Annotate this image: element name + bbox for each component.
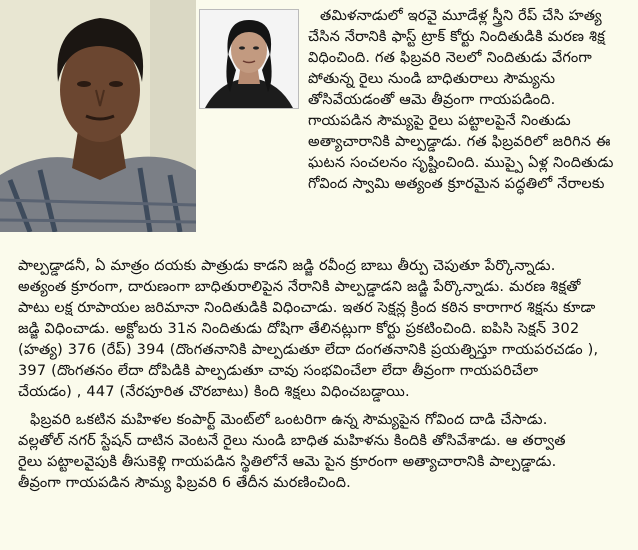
article-line: (హత్య) 376 (రేప్) 394 (దొంగతనానికి పాల్పడుతూ లేదా దంగతనానికి ప్రయత్నిస్తూ గాయపరచడం ), <box>18 342 599 358</box>
article-line: చేసిన నేరానికి ఫాస్ట్ ట్రాక్ కోర్టు నిందితుడికి మరణ శిక్ష <box>308 29 605 45</box>
article-line: ఫిబ్రవరి ఒకటిన మహిళల కంపార్ట్ మెంట్‌లో ఒంటరిగా ఉన్న సౌమ్యపైన గోవింద దాడి చేసాడు. <box>30 412 548 428</box>
victim-photo <box>199 9 299 109</box>
accused-photo <box>0 0 196 232</box>
article-line: పాటు లక్ష రూపాయల జరిమానా నిందితుడికి విధించాడు. ఇతర సెక్షన్ల క్రింద కఠిన కారాగార శిక్షను కూడా <box>18 300 596 316</box>
article-line: పోతున్న రైలు నుండి బాధితురాలు సౌమ్యను <box>308 71 556 87</box>
article-line: పాల్పడ్డాడనీ, ఏ మాత్రం దయకు పాత్రుడు కాడని జడ్జి రవీంద్ర బాబు తీర్పు చెపుతూ పేర్కొన్నాడు. <box>18 258 556 274</box>
article-line: తమిళనాడులో ఇరవై మూడేళ్ల స్త్రీని రేప్ చేసి హత్య <box>320 8 602 24</box>
article-body <box>18 256 634 403</box>
article-paragraph-2 <box>18 410 634 494</box>
article-line: వల్లతోల్ నగర్ స్టేషన్ దాటిన వెంటనే రైలు నుండి బాధిత మహిళను కిందికి తోసివేశాడు. ఆ తర్వాత <box>18 433 566 449</box>
article-line: ఘటన సంచలనం సృష్టించింది. ముప్పై ఏళ్ల నిందితుడు <box>308 155 614 171</box>
article-line: అత్యాచారానికి పాల్పడ్డాడు. గత ఫిబ్రవరిలో జరిగిన ఈ <box>308 134 611 150</box>
article-line: 397 (దొంగతనం లేదా దోపిడికి పాల్పడుతూ చావు సంభవించేలా లేదా తీవ్రంగా గాయపరిచేలా <box>18 363 539 379</box>
article-line: గాయపడిన సౌమ్యపై రైలు పట్టాలపైనే నింతుడు <box>308 113 571 129</box>
article-line: రైలు పట్టాలవైపుకి తీసుకెళ్లి గాయపడిన స్థితిలోనే ఆమె పైన క్రూరంగా అత్యాచారానికి పాల్పడ్డాడు. <box>18 454 557 470</box>
article-column-top <box>308 6 634 195</box>
article-line: తోసివేయడంతో ఆమె తీవ్రంగా గాయపడింది. <box>308 92 556 108</box>
article-line: జడ్జి విధించాడు. అక్టోబరు 31న నిందితుడు దోషిగా తేలినట్లుగా కోర్టు ప్రకటించింది. ఐపిసి సెక్షన్ 302 <box>18 321 580 337</box>
article-line: చేయడం) , 447 (నేరపూరిత చొరబాటు) కింది శిక్షలు విధించబడ్డాయి. <box>18 384 410 400</box>
article-line: తీవ్రంగా గాయపడిన సౌమ్య ఫిబ్రవరి 6 తేదీన మరణించింది. <box>18 475 351 491</box>
article-line: అత్యంత క్రూరంగా, దారుణంగా బాధితురాలిపైన నేరానికి పాల్పడ్డాడని జడ్జి పేర్కొన్నాడు. మరణ శిక్షతో <box>18 279 581 295</box>
article-line: విధించింది. గత ఫిబ్రవరి నెలలో నిందితుడు వేగంగా <box>308 50 592 66</box>
article-line: గోవింద స్వామి అత్యంత క్రూరమైన పద్ధతిలో నేరాలకు <box>308 176 605 192</box>
